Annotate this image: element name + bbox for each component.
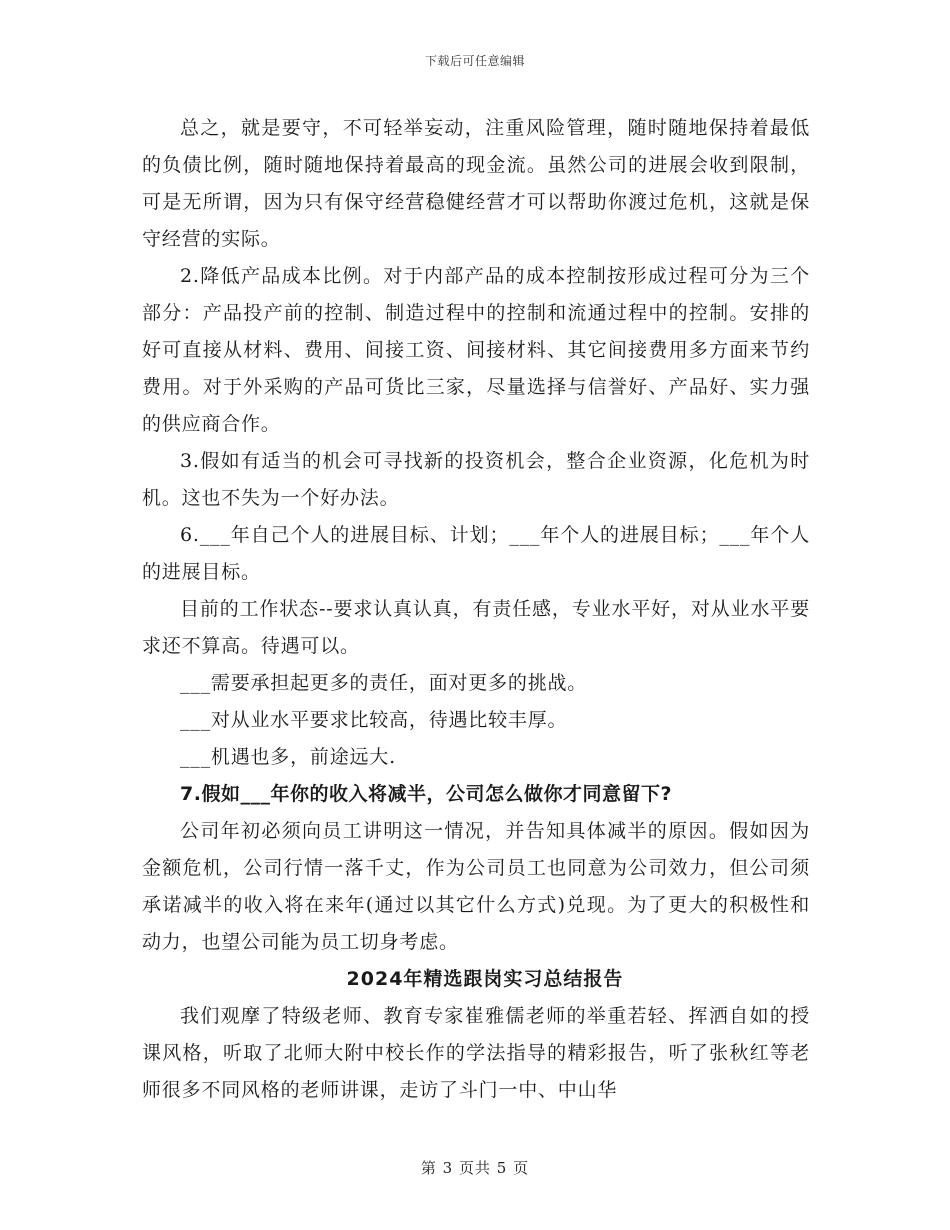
paragraph-goals: 6.___年自己个人的进展目标、计划；___年个人的进展目标；___年个人的进展目标。 [142, 524, 810, 583]
paragraph-opportunity: ___机遇也多，前途远大. [180, 746, 396, 768]
paragraph-income-answer: 公司年初必须向员工讲明这一情况，并告知具体减半的原因。假如因为金额危机，公司行情一落千丈，作为公司员工也同意为公司效力，但公司须承诺减半的收入将在来年(通过以其它什么方式)兑现。为了更大的积极性和动力，也望公司能为员工切身考虑。 [142, 820, 810, 953]
section-title: 2024年精选跟岗实习总结报告 [346, 968, 624, 990]
paragraph-investment: 3.假如有适当的机会可寻找新的投资机会，整合企业资源，化危机为时机。这也不失为一个好办法。 [142, 450, 810, 509]
paragraph-conservative-summary: 总之，就是要守，不可轻举妄动，注重风险管理，随时随地保持着最低的负债比例，随时随地保持着最高的现金流。虽然公司的进展会收到限制，可是无所谓，因为只有保守经营稳健经营才可以帮助你渡过危机，这就是保守经营的实际。 [142, 117, 810, 250]
paragraph-internship: 我们观摩了特级老师、教育专家崔雅儒老师的举重若轻、挥洒自如的授课风格，听取了北师大附中校长作的学法指导的精彩报告，听了张秋红等老师很多不同风格的老师讲课，走访了斗门一中、中山华 [142, 1005, 810, 1101]
paragraph-requirements: ___对从业水平要求比较高，待遇比较丰厚。 [180, 709, 568, 731]
page-header: 下载后可任意编辑 [424, 54, 525, 68]
document-body [142, 110, 810, 1109]
page-footer: 第 3 页共 5 页 [420, 1159, 530, 1177]
paragraph-cost-reduction: 2.降低产品成本比例。对于内部产品的成本控制按形成过程可分为三个部分：产品投产前的控制、制造过程中的控制和流通过程中的控制。安排的好可直接从材料、费用、间接工资、间接材料、其它间接费用多方面来节约费用。对于外采购的产品可货比三家，尽量选择与信誉好、产品好、实力强的供应商合作。 [142, 265, 810, 435]
paragraph-responsibility: ___需要承担起更多的责任，面对更多的挑战。 [180, 672, 588, 694]
paragraph-current-status: 目前的工作状态--要求认真认真，有责任感，专业水平好，对从业水平要求还不算高。待遇可以。 [142, 598, 810, 657]
question-heading: 7.假如___年你的收入将减半，公司怎么做你才同意留下? [180, 783, 672, 805]
